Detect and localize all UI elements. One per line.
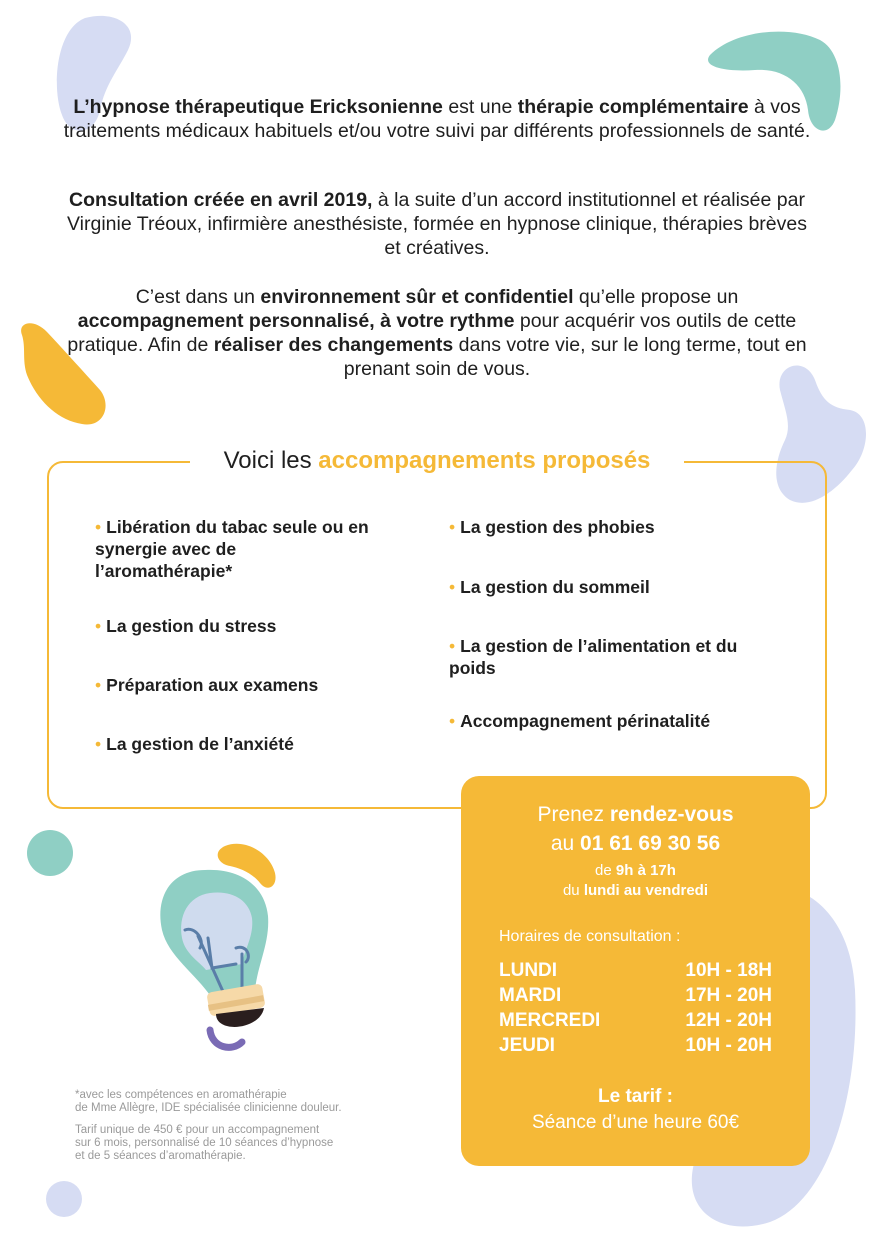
schedule-hours: 17H - 20H [685,985,772,1006]
schedule-row-mercredi [499,1008,772,1033]
intro-2-bold-1: Consultation créée en avril 2019, [69,189,373,211]
offer-label: La gestion de l’anxiété [106,734,294,754]
offer-item-perinatalite [449,710,789,732]
decorative-circle-teal [25,828,75,878]
offer-label: Libération du tabac seule ou en synergie avec de l’aromathérapie* [95,517,369,581]
schedule-row-jeudi [499,1033,772,1058]
intro-paragraph-2 [60,188,814,260]
appointment-box [461,776,810,1166]
phone-prefix: au [550,832,581,855]
intro-3-text-2: qu’elle propose un [573,286,739,308]
schedule-hours: 10H - 20H [685,1035,772,1056]
footnote-2-line-3: et de 5 séances d’aromathérapie. [75,1150,246,1162]
schedule-row-lundi [499,958,772,983]
footnote-1-line-1: *avec les compétences en aromathérapie [75,1089,287,1101]
opening-hours [461,862,810,879]
bullet-icon: • [95,517,102,537]
schedule-hours: 10H - 18H [685,960,772,981]
days-prefix: du [562,882,584,899]
bullet-icon: • [95,675,102,695]
bullet-icon: • [449,517,456,537]
offer-item-sommeil [449,576,789,598]
footnote-2-line-2: sur 6 mois, personnalisé de 10 séances d’hypnose [75,1137,334,1149]
offer-item-alimentation [449,635,749,679]
opening-days [461,882,810,899]
footnote-1-line-2: de Mme Allègre, IDE spécialisée clinicienne douleur. [75,1102,342,1114]
intro-1-bold-1: L’hypnose thérapeutique Ericksonienne [73,96,443,118]
hours-prefix: de [595,862,616,879]
footnote-1 [75,1089,405,1115]
intro-1-text-2: à vos traitements médicaux habituels et/ou votre suivi par différents professionnels de santé. [63,96,811,142]
offers-title-highlight: accompagnements proposés [318,447,651,474]
phone-number[interactable]: 01 61 69 30 56 [580,832,721,855]
footnote-2-line-1: Tarif unique de 450 € pour un accompagnement [75,1124,320,1136]
intro-1-text-1: est une [442,96,518,118]
offers-title [190,444,684,478]
hours-value: 9h à 17h [615,862,676,879]
schedule-day: JEUDI [499,1035,555,1056]
intro-3-bold-1: environnement sûr et confidentiel [260,286,574,308]
offer-item-examens [95,674,395,696]
intro-3-text-3: pour acquérir vos outils de cette pratique. Afin de [67,310,797,356]
offer-item-phobies [449,516,789,538]
schedule-day: MARDI [499,985,562,1006]
phone-line [461,832,810,856]
offers-title-prefix: Voici les [223,447,319,474]
offer-label: La gestion des phobies [460,517,655,537]
intro-paragraph-1 [60,95,814,143]
intro-2-text-1: à la suite d’un accord institutionnel et réalisée par Virginie Tréoux, infirmière anesthésiste, formée en hypnose clinique, thérapies brèves et créatives. [67,189,807,259]
schedule-day: LUNDI [499,960,558,981]
bullet-icon: • [95,734,102,754]
intro-3-bold-3: réaliser des changements [213,334,454,356]
schedule-row-mardi [499,983,772,1008]
schedule-day: MERCREDI [499,1010,601,1031]
offer-label: Préparation aux examens [106,675,319,695]
intro-1-bold-2: thérapie complémentaire [517,96,749,118]
bullet-icon: • [449,636,456,656]
appointment-prompt-text: Prenez [537,803,610,826]
offer-label: La gestion du sommeil [460,577,650,597]
footnote-2 [75,1124,405,1163]
offer-label: La gestion de l’alimentation et du poids [449,636,738,678]
intro-3-text-4: dans votre vie, sur le long terme, tout en prenant soin de vous. [343,334,807,380]
intro-paragraph-3 [60,285,814,381]
intro-3-text-1: C’est dans un [135,286,261,308]
appointment-prompt [461,803,810,827]
lightbulb-icon [150,838,280,1058]
intro-3-bold-2: accompagnement personnalisé, à votre rythme [77,310,515,332]
offer-item-stress [95,615,395,637]
offer-item-anxiete [95,733,395,755]
schedule-label: Horaires de consultation : [499,928,681,945]
schedule-hours: 12H - 20H [685,1010,772,1031]
offer-item-tabac [95,516,375,582]
bullet-icon: • [449,577,456,597]
offer-label: Accompagnement périnatalité [460,711,711,731]
offer-label: La gestion du stress [106,616,277,636]
tarif-value: Séance d’une heure 60€ [531,1112,740,1133]
bullet-icon: • [449,711,456,731]
days-value: lundi au vendredi [583,882,709,899]
bullet-icon: • [95,616,102,636]
decorative-circle-lavender-bottom-left [45,1180,85,1220]
appointment-prompt-bold: rendez-vous [609,803,734,826]
tarif-label: Le tarif : [598,1086,673,1107]
